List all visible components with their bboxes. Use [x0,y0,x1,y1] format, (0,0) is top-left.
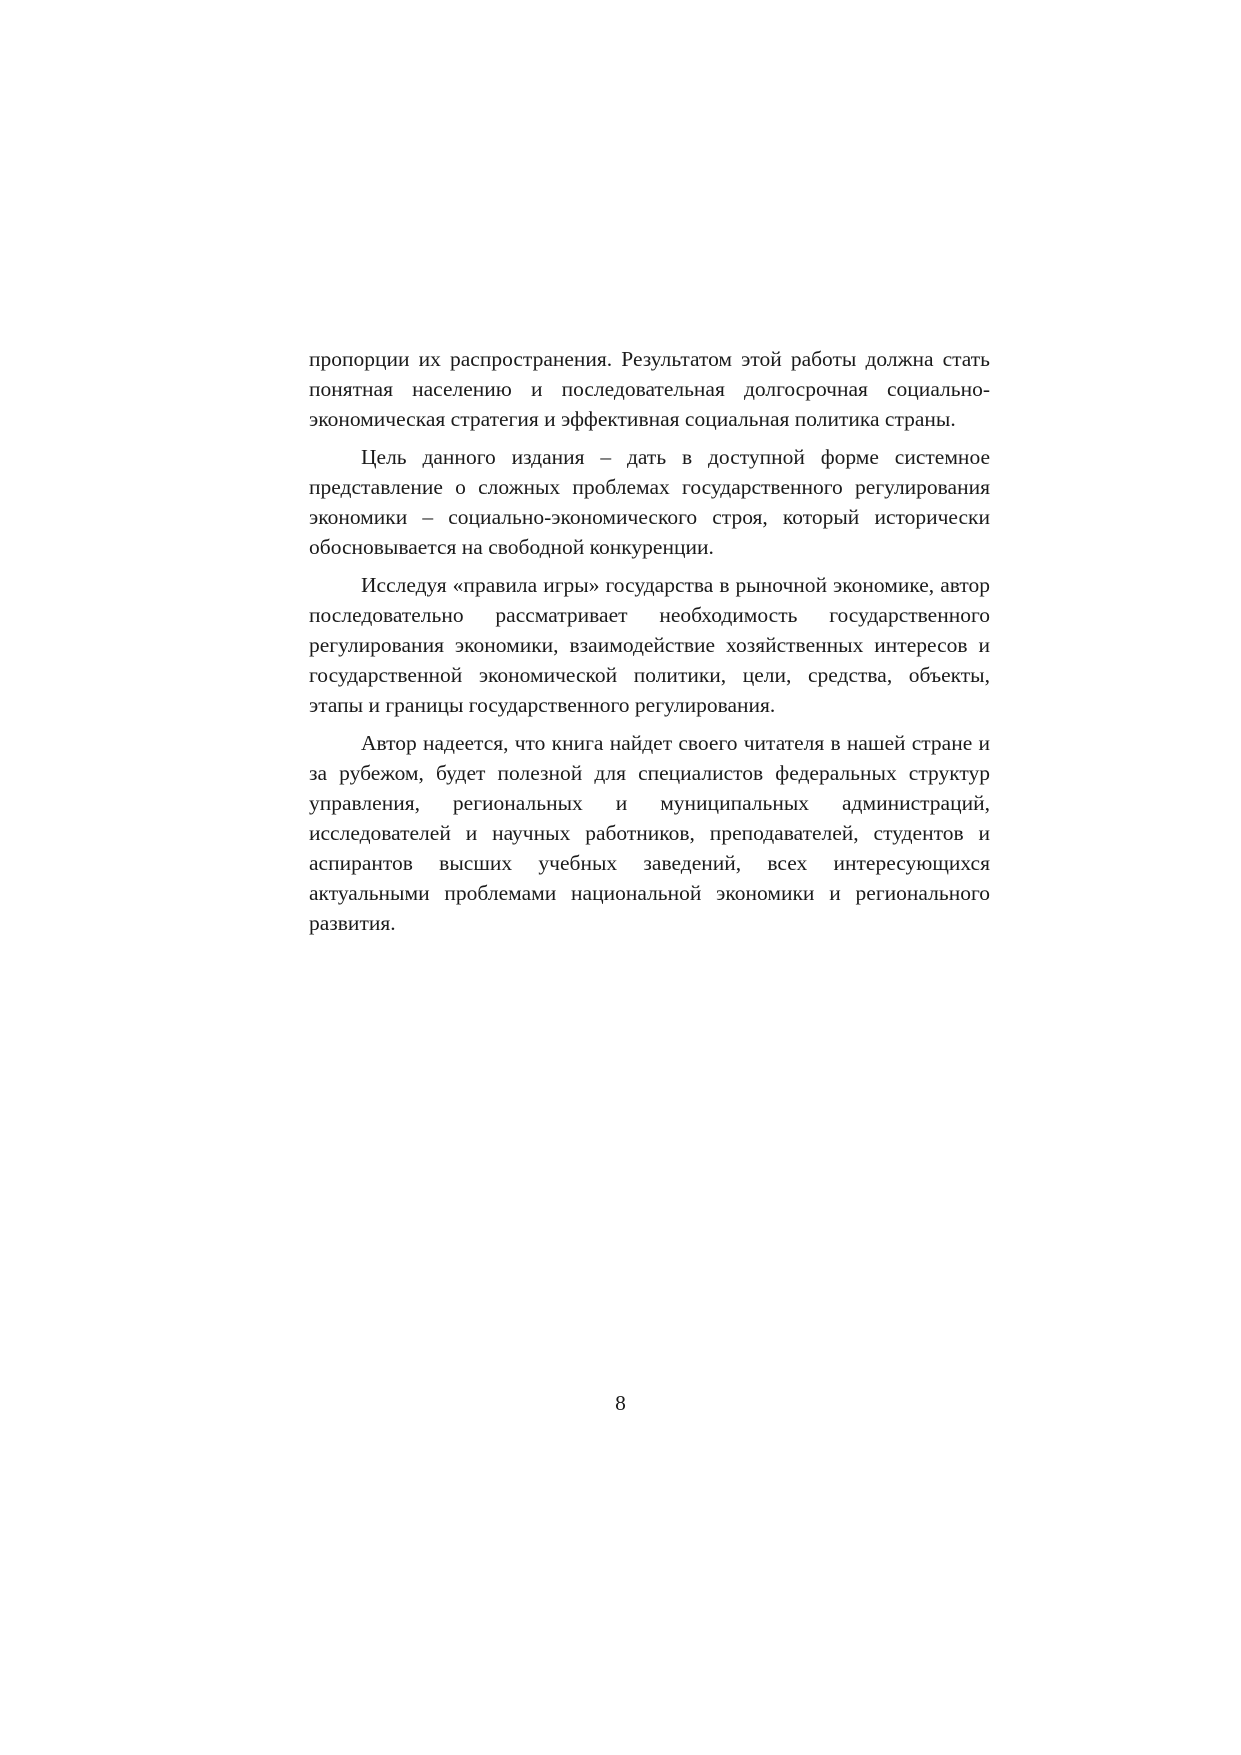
paragraph-research: Исследуя «правила игры» государства в рыночной экономике, автор последовательно рассматривает необходимость государственного регулирования экономики, взаимодействие хозяйственных интересов и государственной экономической политики, цели, средства, объекты, этапы и границы государственного регулирования. [309,573,990,717]
paragraph-audience: Автор надеется, что книга найдет своего читателя в нашей стране и за рубежом, будет полезной для специалистов федеральных структур управления, региональных и муниципальных администраций, исследователей и научных работников, преподавателей, студентов и аспирантов высших учебных заведений, всех интересующихся актуальными проблемами национальной экономики и регионального развития. [309,731,990,935]
paragraph-purpose: Цель данного издания – дать в доступной форме системное представление о сложных проблемах государственного регулирования экономики – социально-экономического строя, который исторически обосновывается на свободной конкуренции. [309,445,990,559]
paragraph-continuation: пропорции их распространения. Результатом этой работы должна стать понятная населению и последовательная долгосрочная социально-экономическая стратегия и эффективная социальная политика страны. [309,347,990,431]
body-text [309,344,990,946]
page-number: 8 [615,1391,626,1415]
